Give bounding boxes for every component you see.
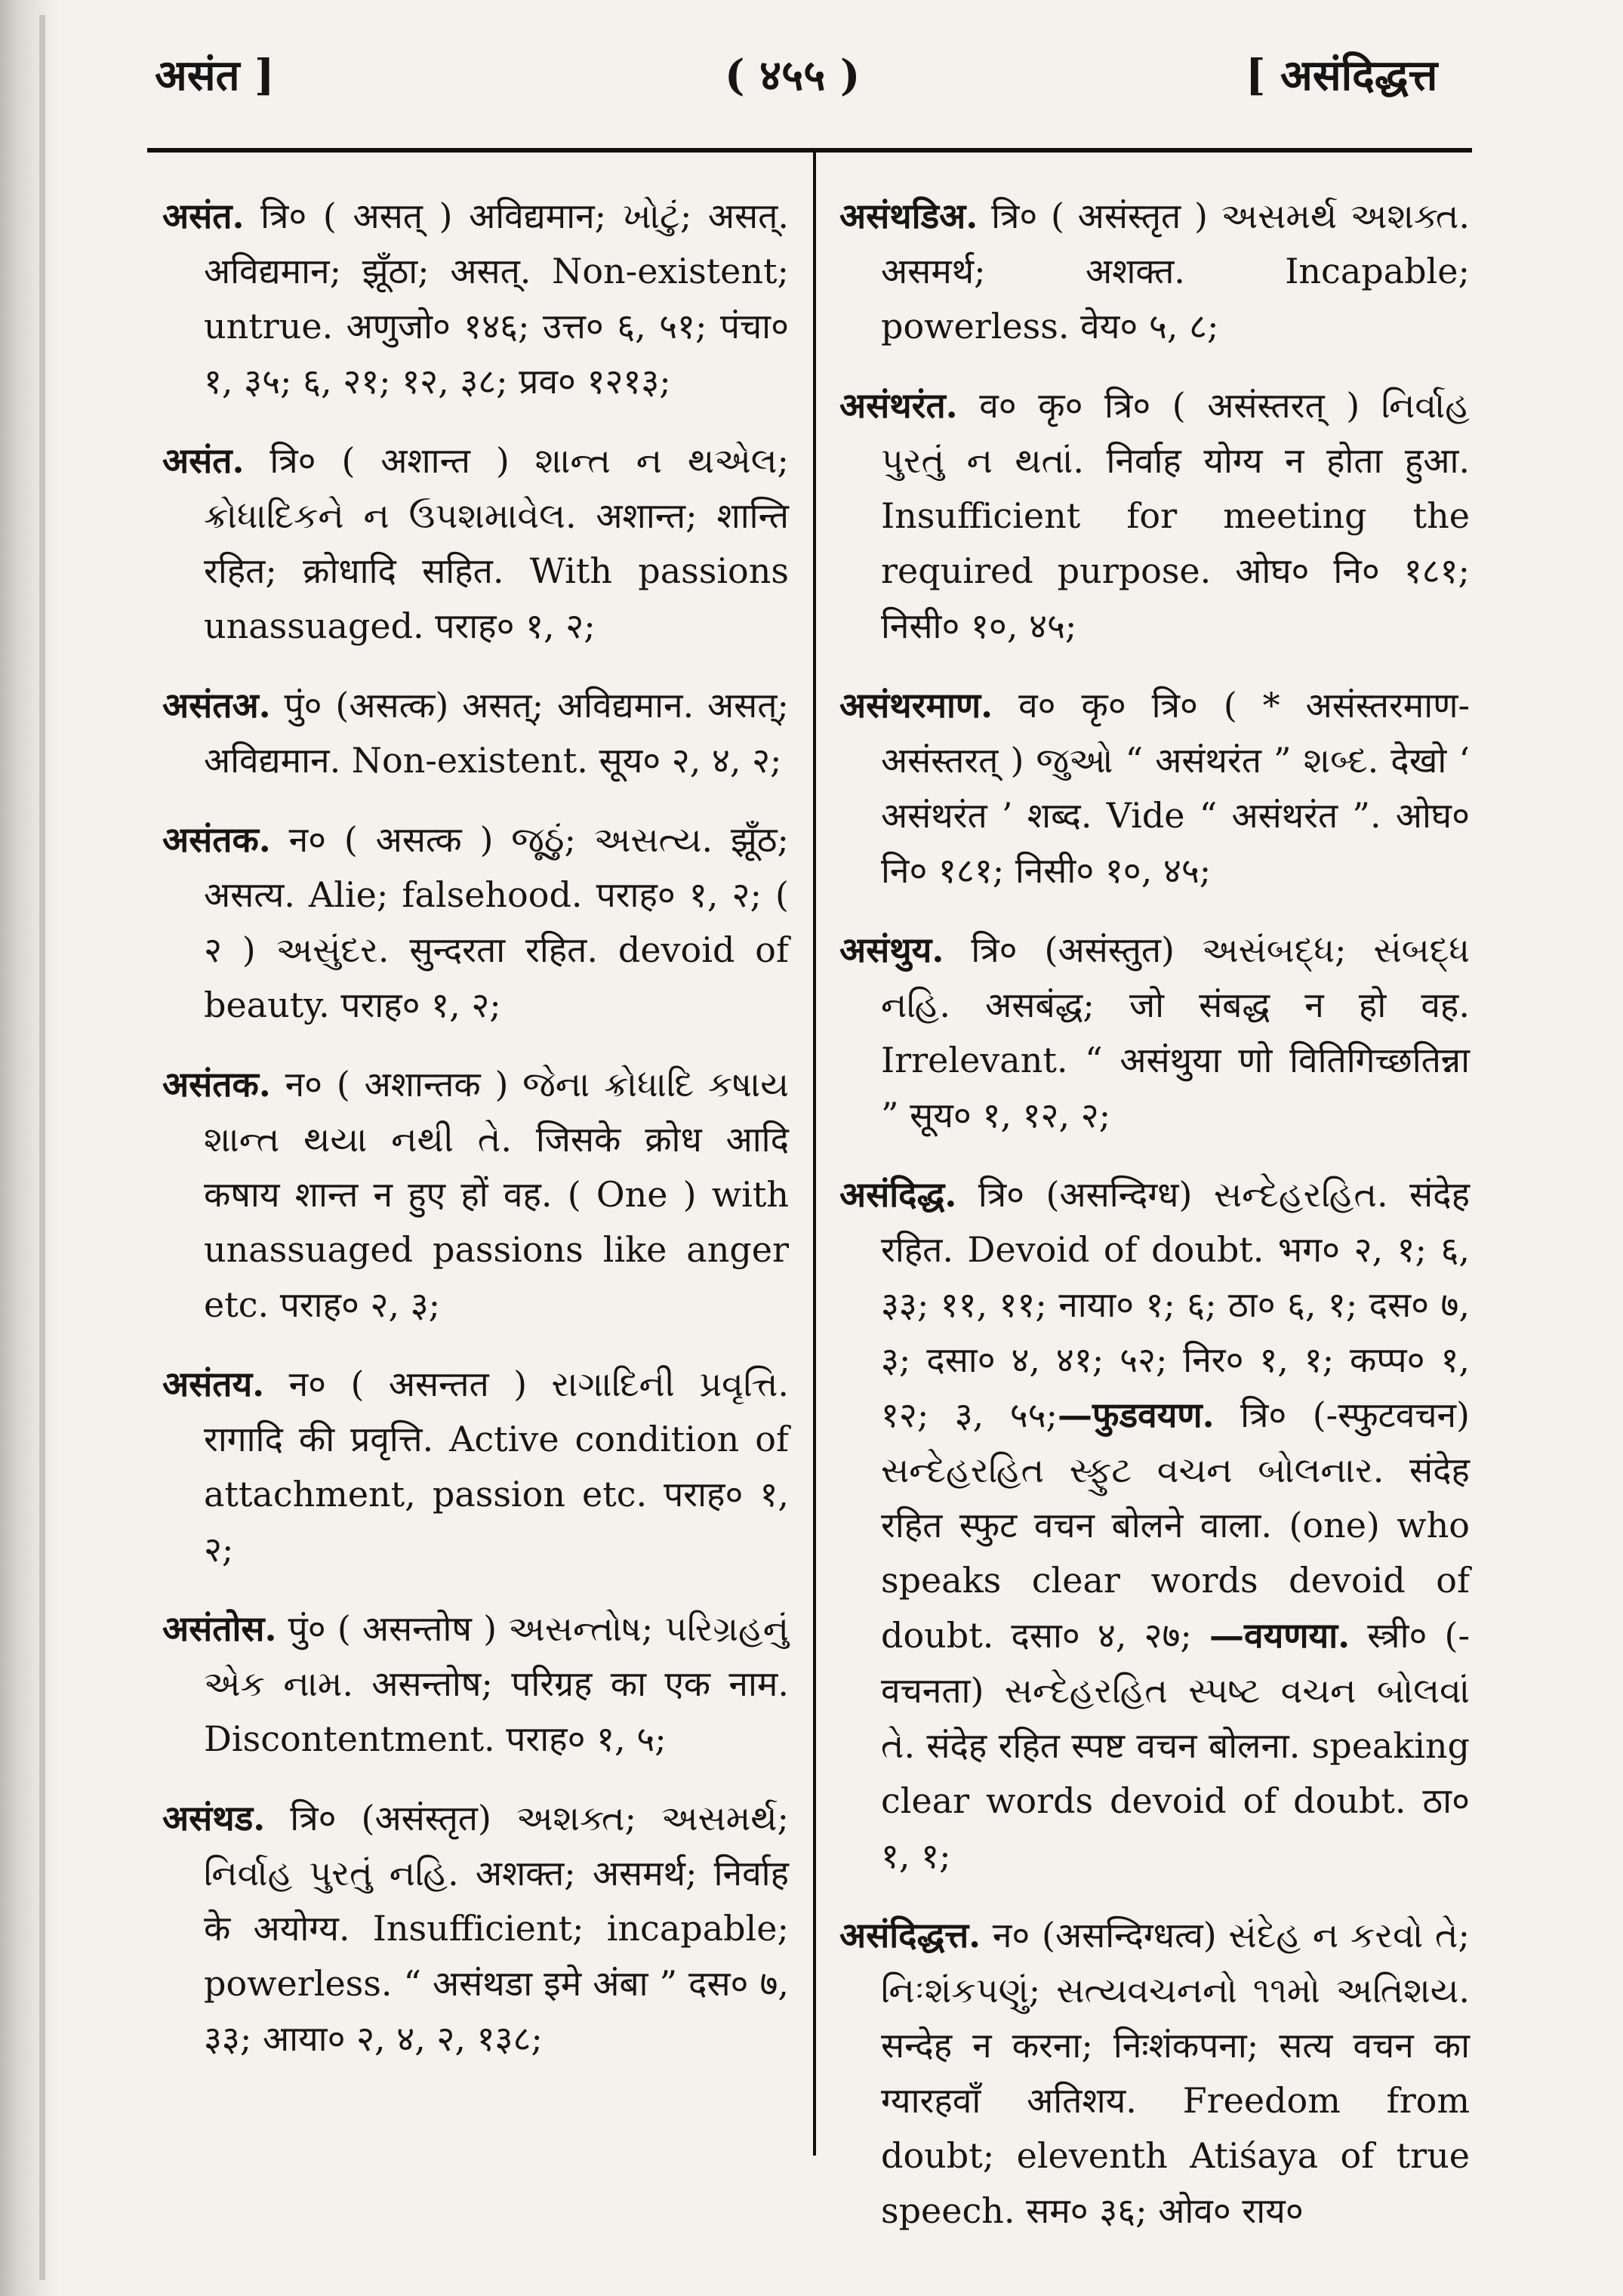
- sub-definition: स्त्री० (-वचनता) સન્દેહરહિત સ્પષ્ટ વચન બોલવાં તે. संदेह रहित स्पष्ट वचन बोलना. speaking clear words devoid of doubt. ठा० १, १;: [881, 1615, 1471, 1876]
- definition: न० ( अशान्तक ) જેના ક્રોધાદિ કષાય શાન્ત થયા નથી તે. जिसके क्रोध आदि कषाय शान्त न हुए हों वह. ( One ) with unassuaged passions like anger etc. पराह० २, ३;: [204, 1064, 789, 1325]
- entry: [839, 678, 1470, 898]
- header-rule: [147, 148, 1472, 153]
- right-column: [839, 189, 1470, 2263]
- entry: [839, 189, 1470, 354]
- definition: व० कृ० त्रि० ( * असंस्तरमाण- असंस्तरत् ) જુઓ “ असंथरंत ” શબ્દ. देखो ‘ असंथरंत ’ शब्द. Vide “ असंथरंत ”. ओघ० नि० १८१; निसी० १०, ४५;: [881, 685, 1470, 891]
- headword: असंथरंत.: [839, 385, 958, 426]
- headword: असंतय.: [162, 1364, 265, 1404]
- definition: त्रि० ( असंस्तृत ) અસમર્થ અશક્ત. असमर्थ; अशक्त. Incapable; powerless. वेय० ५, ८;: [881, 196, 1471, 347]
- entry: [839, 378, 1470, 654]
- sub-headword: —फुडवयण.: [1058, 1395, 1215, 1435]
- sub-definition: त्रि० (-स्फुटवचन) સન્દેહરહિત સ્ફુટ વચન બોલનાર. संदेह रहित स्फुट वचन बोलने वाला. (one) who speaks clear words devoid of doubt. दसा० ४, २७;: [881, 1395, 1471, 1656]
- definition: न० (असन्दिग्धत्व) સંદેહ ન કરવો તે; નિઃશંકપણું; સત્યવચનનો ૧૧મો અતિશય. सन्देह न करना; निःशंकपना; सत्य वचन का ग्यारहवाँ अतिशय. Freedom from doubt; eleventh Atiśaya of true speech. सम० ३६; ओव० राय०: [881, 1915, 1470, 2231]
- sub-headword: —वयणया.: [1209, 1615, 1350, 1656]
- headword: असंदिद्धत्त.: [839, 1915, 981, 1955]
- definition: त्रि० ( अशान्त ) શાન્ત ન થએલ; ક્રોધાદિકને ન ઉપશમાવેલ. अशान्त; शान्ति रहित; क्रोधादि सहित. With passions unassuaged. पराह० १, २;: [204, 440, 790, 646]
- running-head-left: असंत ]: [155, 51, 275, 100]
- headword: असंथडिअ.: [839, 196, 978, 236]
- headword: असंत.: [162, 196, 245, 236]
- definition: न० ( असन्तत ) રાગાદિની પ્રવૃત્તિ. रागादि की प्रवृत्ति. Active condition of attachment, passion etc. पराह० १, २;: [204, 1364, 789, 1570]
- entry: [162, 189, 789, 409]
- headword: असंथड.: [162, 1798, 266, 1838]
- left-column: [162, 189, 789, 2091]
- definition: त्रि० (असंस्तृत) અશક્ત; અસમર્થ; નિર્વાહ પુરતું નહિ. अशक्त; असमर्थ; निर्वाह के अयोग्य. Insufficient; incapable; powerless. “ असंथडा इमे अंबा ” दस० ७, ३३; आया० २, ४, २, १३८;: [204, 1798, 790, 2059]
- entry: [162, 1357, 789, 1577]
- definition: त्रि० (असंस्तुत) અસંબદ્ધ; સંબદ્ધ નહિ. असबंद्ध; जो संबद्ध न हो वह. Irrelevant. “ असंथुया णो वितिगिच्छतिन्ना ” सूय० १, १२, २;: [881, 929, 1470, 1136]
- entry: [162, 1057, 789, 1333]
- entry: [839, 1167, 1470, 1884]
- binding-edge: [0, 0, 59, 2296]
- headword: असंदिद्ध.: [839, 1174, 957, 1215]
- entry: [162, 812, 789, 1033]
- definition: व० कृ० त्रि० ( असंस्तरत् ) નિર્વાહ પુરતું ન થતાં. निर्वाह योग्य न होता हुआ. Insufficient for meeting the required purpose. ओघ० नि० १८१; निसी० १०, ४५;: [881, 385, 1470, 646]
- definition: त्रि० ( असत् ) अविद्यमान; ખોટું; असत्. अविद्यमान; झूँठा; असत्. Non-existent; untrue. अणुजो० १४६; उत्त० ६, ५१; पंचा० १, ३५; ६, २१; १२, ३८; प्रव० १२१३;: [204, 196, 789, 402]
- headword: असंतक.: [162, 1064, 271, 1105]
- column-divider: [813, 151, 816, 2156]
- entry: [162, 678, 789, 788]
- entry: [839, 923, 1470, 1143]
- headword: असंतोस.: [162, 1608, 277, 1649]
- headword: असंथुय.: [839, 929, 944, 970]
- headword: असंथरमाण.: [839, 685, 993, 726]
- headword: असंतक.: [162, 819, 271, 860]
- page-number: ( ४५५ ): [725, 51, 861, 100]
- entry: [839, 1908, 1470, 2239]
- entry: [162, 1791, 789, 2066]
- headword: असंतअ.: [162, 685, 271, 726]
- entry: [162, 1601, 789, 1767]
- definition: त्रि० (असन्दिग्ध) સન્દેહરહિત. संदेह रहित. Devoid of doubt. भग० २, १; ६, ३३; ११, ११; नाया० १; ६; ठा० ६, १; दस० ७, ३; दसा० ४, ४१; ५२; निर० १, १; कप्प० १, १२; ३, ५५;: [881, 1174, 1470, 1435]
- binding-shadow: [39, 15, 45, 2280]
- definition: पुं० (असत्क) असत्; अविद्यमान. असत्; अविद्यमान. Non-existent. सूय० २, ४, २;: [204, 685, 789, 781]
- definition: न० ( असत्क ) જૂઠું; અસત્ય. झूँठ; असत्य. Alie; falsehood. पराह० १, २; ( २ ) અસુંદર. सुन्दरता रहित. devoid of beauty. पराह० १, २;: [204, 819, 789, 1025]
- running-head-right: [ असंदिद्धत्त: [1246, 51, 1438, 100]
- entry: [162, 433, 789, 654]
- headword: असंत.: [162, 440, 245, 481]
- definition: पुं० ( असन्तोष ) અસન્તોષ; પરિગ્રહનું એક નામ. असन्तोष; परिग्रह का एक नाम. Discontentment. पराह० १, ५;: [204, 1608, 789, 1759]
